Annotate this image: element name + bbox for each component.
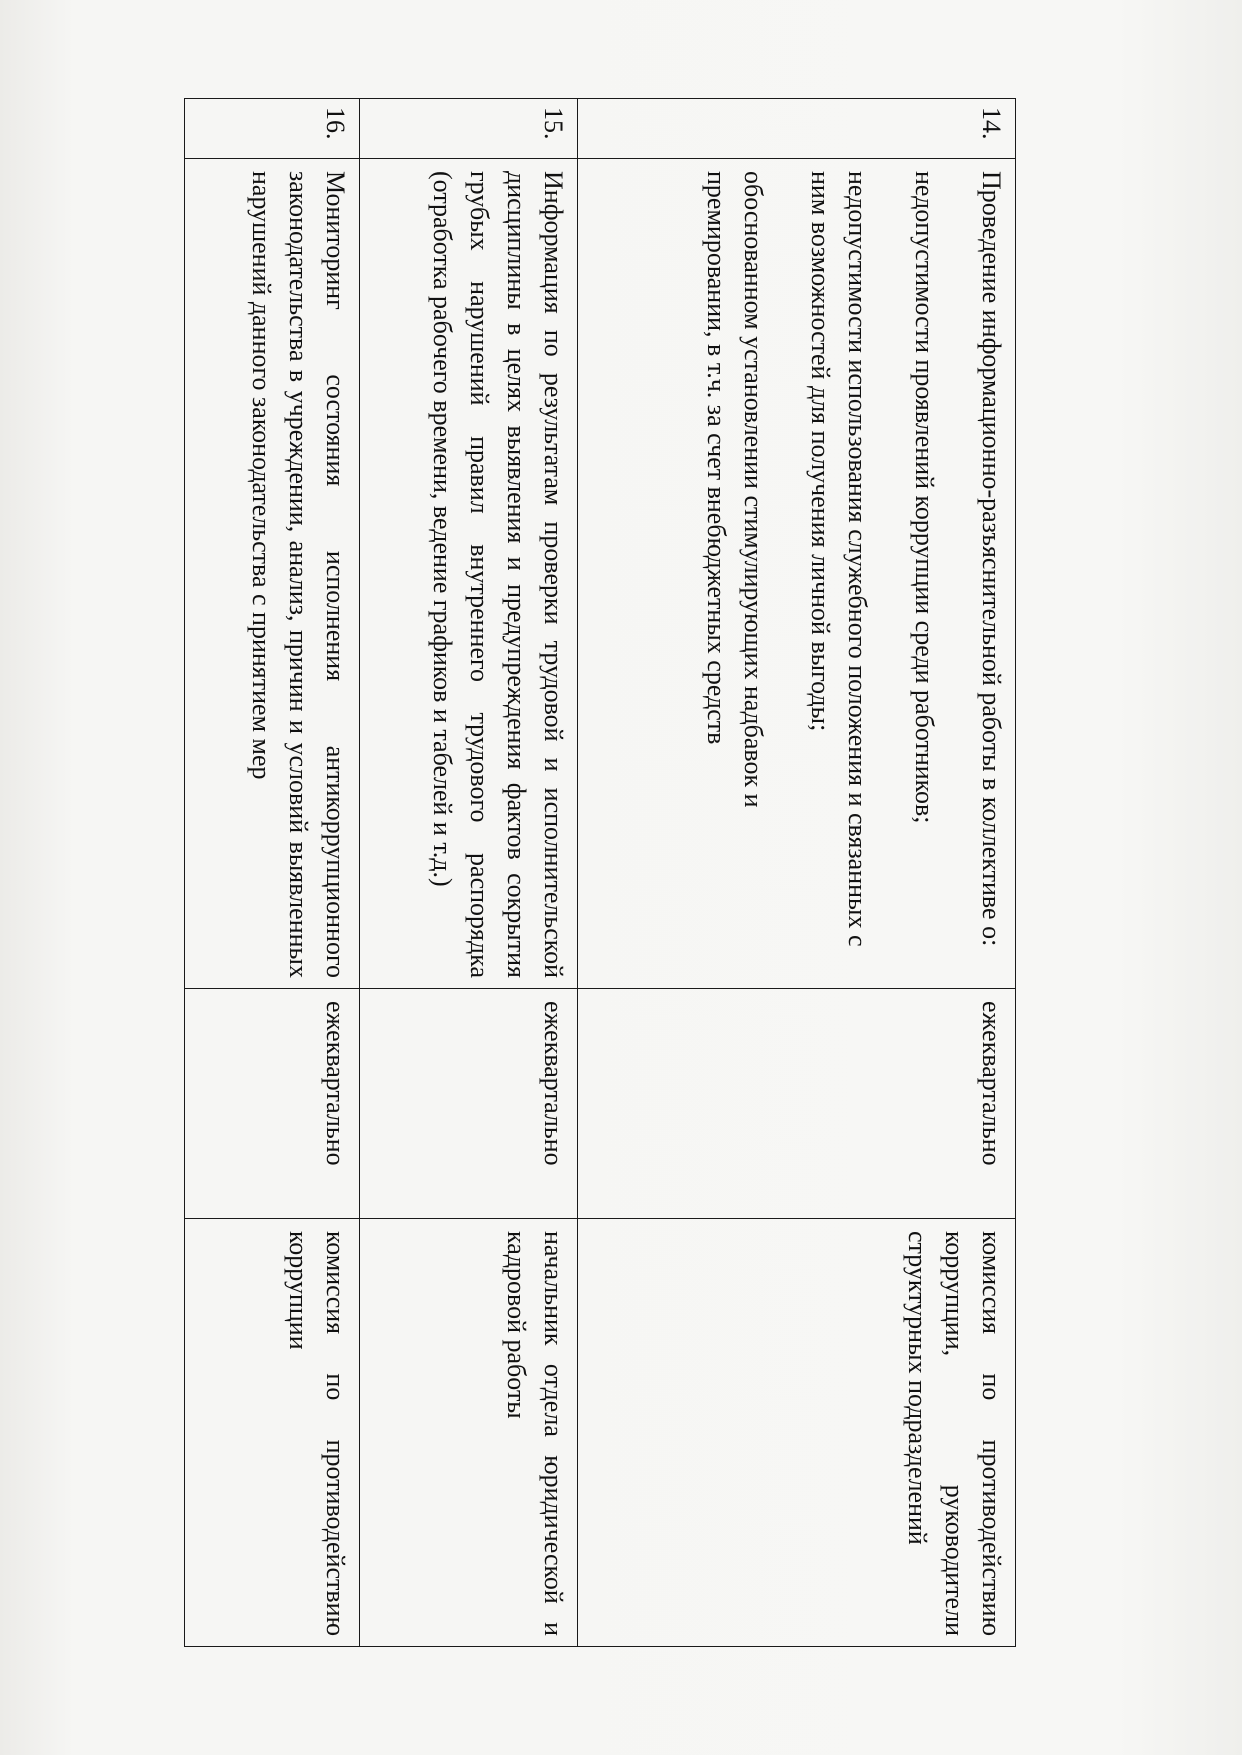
row-number: 15.: [359, 99, 577, 159]
term-cell: ежеквартально: [359, 989, 577, 1219]
spacer: [875, 171, 905, 978]
term-cell: ежеквартально: [185, 989, 360, 1219]
row-number: 16.: [185, 99, 360, 159]
term-cell: ежеквартально: [577, 989, 1015, 1219]
activity-item: обоснованном установлении стимулирующих надбавок и премировании, в т.ч. за счет внебюджетных средств: [702, 171, 769, 808]
row-number: 14.: [577, 99, 1015, 159]
responsible-cell: начальник отдела юридической и кадровой работы: [359, 1219, 577, 1647]
activity-item: недопустимости использования служебного положения и связанных с ним возможностей для получения личной выгоды;: [806, 171, 873, 947]
responsible-cell: комиссия по противодействию коррупции: [185, 1219, 360, 1647]
responsible-cell: комиссия по противодействию коррупции, руководители структурных подразделений: [577, 1219, 1015, 1647]
spacer: [771, 171, 801, 978]
table-row: [577, 99, 1015, 1647]
activity-cell: Мониторинг состояния исполнения антикоррупционного законодательства в учреждении, анализ, причин и условий выявленных нарушений данного законодательства с принятием мер: [185, 159, 360, 989]
activity-cell: [577, 159, 1015, 989]
activity-intro: Проведение информационно-разъяснительной работы в коллективе о:: [977, 171, 1006, 947]
table-row: [185, 99, 360, 1647]
activity-cell: Информация по результатам проверки трудовой и исполнительской дисциплины в целях выявления и предупреждения фактов сокрытия грубых нарушений правил внутреннего трудового распорядка (отработка рабочего времени, ведение графиков и табелей и т.д.): [359, 159, 577, 989]
spacer: [942, 171, 972, 978]
rotated-table-container: [184, 98, 1016, 1646]
anti-corruption-plan-table: [184, 98, 1016, 1647]
table-row: [359, 99, 577, 1647]
activity-item: недопустимости проявлений коррупции среди работников;: [910, 171, 940, 824]
